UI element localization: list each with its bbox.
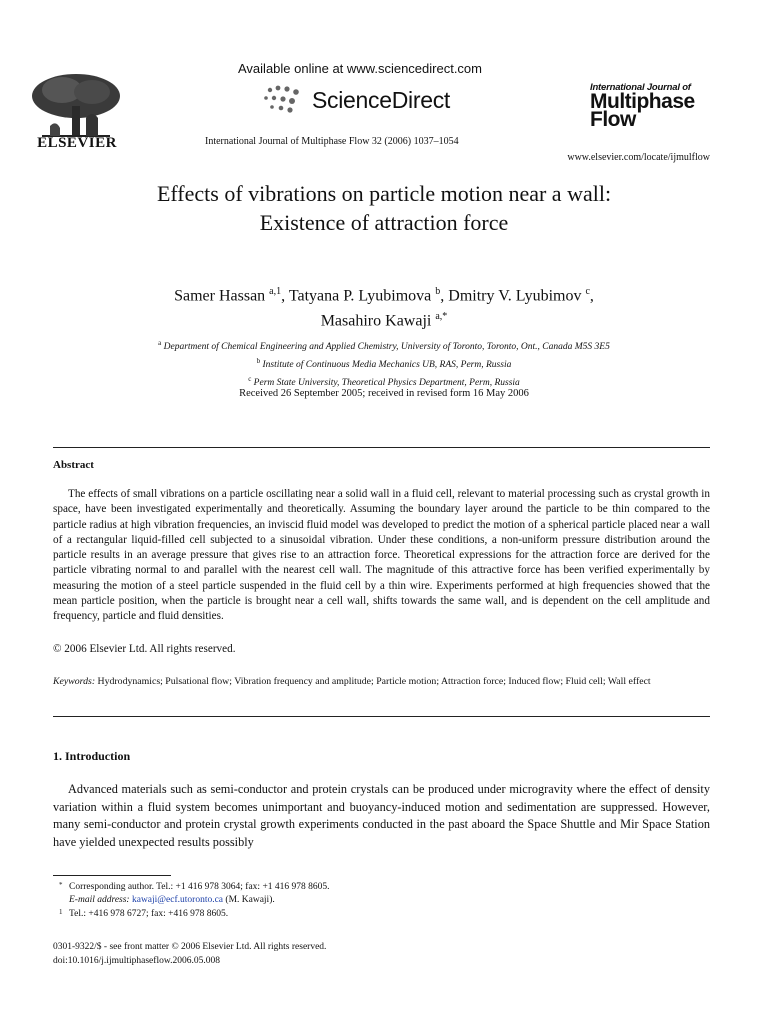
footnote-corresponding: * Corresponding author. Tel.: +1 416 978 3064; fax: +1 416 978 8605. bbox=[59, 881, 330, 892]
journal-url[interactable]: www.elsevier.com/locate/ijmulflow bbox=[567, 152, 710, 163]
front-matter bbox=[53, 940, 326, 968]
author-name: Masahiro Kawaji bbox=[320, 312, 432, 330]
available-online-text[interactable]: Available online at www.sciencedirect.com bbox=[238, 61, 482, 76]
publisher-name: ELSEVIER bbox=[37, 135, 117, 151]
journal-logo-line1: International Journal of bbox=[590, 82, 691, 93]
affiliations bbox=[0, 336, 768, 390]
author-affil-mark[interactable]: a,* bbox=[435, 311, 448, 323]
author-name: Tatyana P. Lyubimova bbox=[288, 287, 432, 305]
abstract-body: The effects of small vibrations on a particle oscillating near a solid wall in a fluid cell, relevant to material processing such as crystal growth in space, have been investigated experimentally and theoretically. Assuming the boundary layer around the particle to be thin compared to the particle radius at high vibration frequencies, an inviscid fluid model was developed to predict the motion of a spherical particle placed near a wall of a rectangular liquid-filled cell subjected to a sinusoidal vibration. Under these conditions, a non-uniform pressure distribution around the particle results in an average pressure that gives rise to an attraction force. Theoretical expressions for the attraction force are derived for the particle vibrating normal to and parallel with the nearest cell wall. The magnitude of this attractive force has been verified experimentally by measuring the motion of a steel particle suspended in the fluid cell by a thin wire. Experiments performed at high frequencies showed that the mean particle position, when the particle is brought near a cell wall, shifts towards the same wall, and is dependent on the cell amplitude and frequency, particle and fluid densities. bbox=[53, 488, 710, 623]
author-affil-mark[interactable]: a,1 bbox=[269, 286, 282, 297]
divider bbox=[53, 447, 710, 448]
footnote-rule bbox=[53, 875, 171, 876]
footnote-1: 1 Tel.: +416 978 6727; fax: +416 978 8605. bbox=[59, 907, 229, 919]
footnotes bbox=[53, 881, 330, 921]
author-affil-mark[interactable]: b bbox=[435, 286, 441, 297]
title-line-2: Existence of attraction force bbox=[259, 210, 509, 235]
introduction-body: Advanced materials such as semi-conductor and protein crystals can be produced under microgravity where the effect of density variation within a fluid system becomes unimportant and buoyancy-induced motion and sedimentation are suppressed. However, many semi-conductor and protein crystal growth experiments conducted in the past aboard the Space Shuttle and Mir Space Station have yielded unexpected results possibly bbox=[53, 782, 710, 849]
author-name: Dmitry V. Lyubimov bbox=[448, 287, 582, 305]
keywords-list: Hydrodynamics; Pulsational flow; Vibration frequency and amplitude; Particle motion; Attraction force; Induced flow; Fluid cell; Wall effect bbox=[97, 676, 651, 687]
journal-logo-line3: Flow bbox=[590, 108, 636, 131]
issn-line: 0301-9322/$ - see front matter © 2006 Elsevier Ltd. All rights reserved. bbox=[53, 942, 327, 952]
sciencedirect-wordmark: ScienceDirect bbox=[312, 87, 450, 113]
journal-logo bbox=[590, 82, 695, 129]
abstract-copyright: © 2006 Elsevier Ltd. All rights reserved. bbox=[53, 643, 236, 655]
title-line-1: Effects of vibrations on particle motion near a wall: bbox=[156, 181, 612, 206]
divider bbox=[53, 716, 710, 717]
received-dates: Received 26 September 2005; received in revised form 16 May 2006 bbox=[239, 388, 529, 399]
email-link[interactable]: kawaji@ecf.utoronto.ca bbox=[131, 895, 224, 906]
author-list: Samer Hassan $^{a,1}$, Tatyana P. Lyubimova $^b$, Dmitry V. Lyubimov $^c$, Masahiro Kawaji $^{a,*}$ bbox=[174, 286, 594, 330]
journal-logo-line2: Multiphase bbox=[590, 90, 695, 113]
journal-citation: International Journal of Multiphase Flow 32 (2006) 1037–1054 bbox=[205, 136, 459, 147]
section-heading-introduction: 1. Introduction bbox=[53, 749, 131, 763]
footnote-email: E-mail address: kawaji@ecf.utoronto.ca (M. Kawaji). bbox=[69, 895, 275, 906]
keywords bbox=[53, 675, 710, 689]
affiliation-item: $^c$ Perm State University, Theoretical Physics Department, Perm, Russia bbox=[248, 375, 520, 389]
affiliation-item: $^b$ Institute of Continuous Media Mechanics UB, RAS, Perm, Russia bbox=[256, 357, 512, 371]
affiliation-item: $^a$ Department of Chemical Engineering and Applied Chemistry, University of Toronto, Toronto, Ont., Canada M5S 3E5 bbox=[158, 339, 610, 353]
abstract-heading: Abstract bbox=[53, 459, 94, 471]
doi-line[interactable]: doi:10.1016/j.ijmultiphaseflow.2006.05.008 bbox=[53, 956, 220, 966]
author-name: Samer Hassan bbox=[174, 287, 266, 305]
author-affil-mark[interactable]: c bbox=[585, 286, 590, 297]
keywords-label: Keywords: bbox=[53, 676, 96, 687]
article-title bbox=[0, 179, 768, 237]
